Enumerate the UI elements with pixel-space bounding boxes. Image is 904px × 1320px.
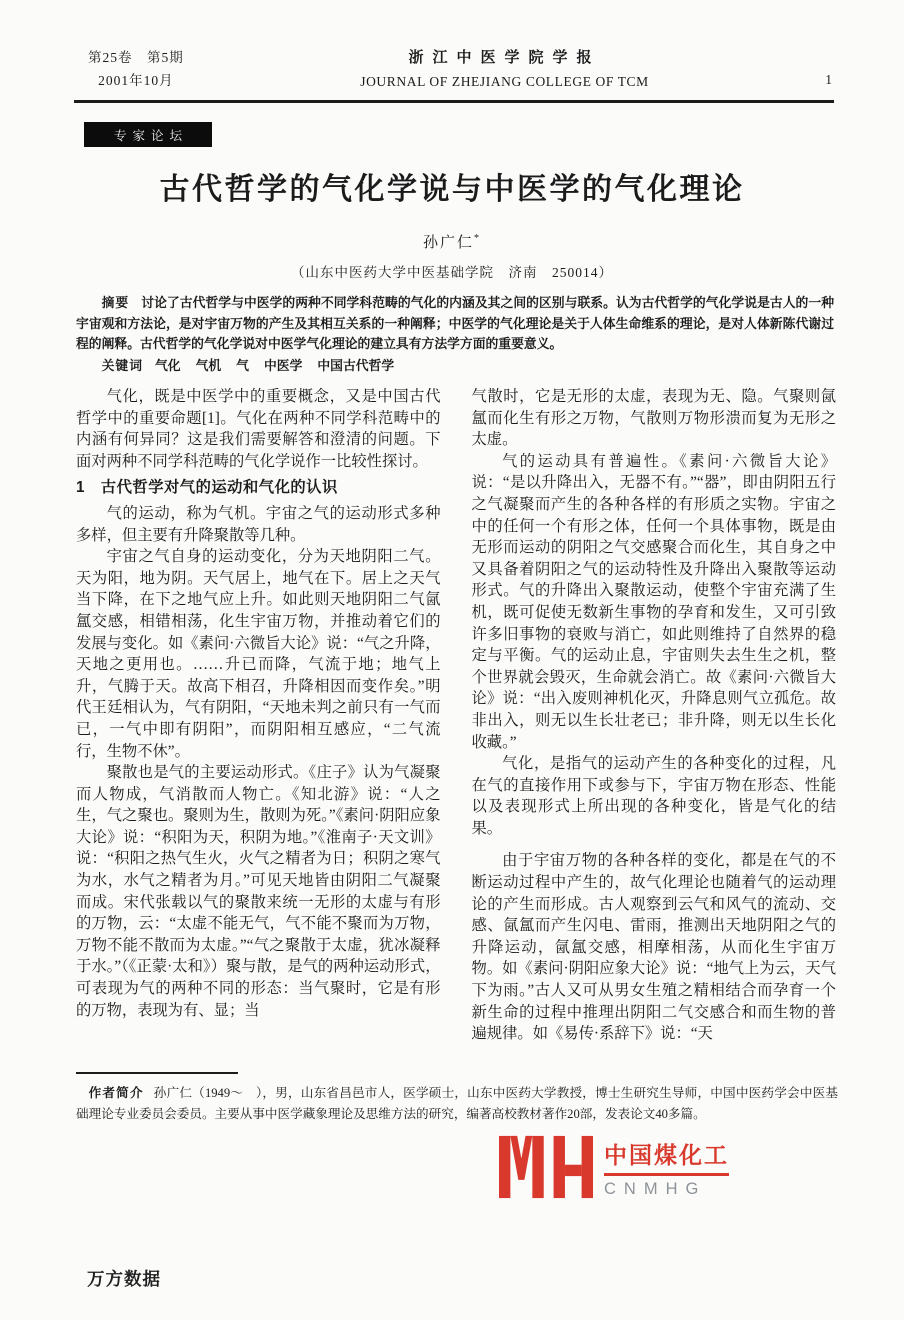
keyword: 气机 [195,357,222,373]
author-bio-label: 作者简介 [88,1086,144,1100]
wanfang-watermark: 万方数据 [87,1269,161,1289]
page-number: 1 [825,72,832,87]
cnmhg-watermark-text [604,1135,729,1199]
body-paragraph: 气散时，它是无形的太虚，表现为无、隐。气聚则氤氲而化生有形之万物，气散则万物形溃而复为无形之太虚。 [471,388,836,449]
body-paragraph: 聚散也是气的主要运动形式。《庄子》认为气凝聚而人物成，气消散而人物亡。《知北游》说：“人之生，气之聚也。聚则为生，散则为死。”《素问·阴阳应象大论》说：“积阳为天，积阴为地。”《淮南子·天文训》说：“积阳之热气生火，火气之精者为日；积阴之寒气为水，水气之精者为月。”可见天地皆由阴阳二气凝聚而成。宋代张载以气的聚散来统一无形的太虚与有形的万物，云：“太虚不能无气，气不能不聚而为万物，万物不能不散而为太虚。”“气之聚散于太虚，犹冰凝释于水。”（《正蒙·太和》）聚与散，是气的两种运动形式，可表现为气的两种不同的形态：当气聚时，它是有形的万物，表现为有、显；当 [76,764,441,1019]
author-name: 孙广仁 [422,235,474,251]
footnote-rule [76,1072,238,1074]
abstract-block [76,293,834,376]
body-paragraph: 气化，既是中医学中的重要概念，又是中国古代哲学中的重要命题[1]。气化在两种不同学科范畴中的内涵有何异同？这是我们需要解答和澄清的问题。下面对两种不同学科范畴的气化学说作一比较性探讨。 [76,388,441,470]
abstract-label: 摘要 [101,295,130,310]
article-body [76,386,836,1045]
affiliation: （山东中医药大学中医基础学院 济南 250014） [291,265,613,280]
volume-issue: 第25卷 第5期 [88,50,184,65]
author-bio-text: 孙广仁（1949～ ），男，山东省昌邑市人，医学硕士，山东中医药大学教授，博士生研究生导师，中国中医药学会中医基础理论专业委员会委员。主要从事中医学藏象理论及思维方法的研究，编著高校教材著作20部，发表论文40多篇。 [76,1086,839,1121]
section-heading-1: 1 古代哲学对气的运动和气化的认识 [76,479,338,497]
cnmhg-en-text: CNMHG [604,1180,707,1198]
left-column [76,386,441,1045]
abstract-paragraph [76,293,834,355]
abstract-text: 讨论了古代哲学与中医学的两种不同学科范畴的气化的内涵及其之间的区别与联系。认为古代哲学的气化学说是古人的一种宇宙观和方法论，是对宇宙万物的产生及其相互关系的一种阐释；中医学的气化理论是关于人体生命维系的理论，是对人体新陈代谢过程的阐释。古代哲学的气化学说对中医学气化理论的建立具有方法学方面的重要意义。 [76,295,835,351]
article-title: 古代哲学的气化学说与中医学的气化理论 [159,173,745,206]
author-bio [76,1083,838,1124]
header-rule [74,100,834,103]
footnote-area [76,1072,838,1124]
keyword: 气 [236,357,249,373]
keyword: 中医学 [263,357,303,373]
keywords-line [76,356,834,377]
right-column [472,386,837,1045]
body-paragraph: 由于宇宙万物的各种各样的变化，都是在气的不断运动过程中产生的，故气化理论也随着气的运动理论的产生而形成。古人观察到云气和风气的流动、交感、氤氲而产生闪电、雷雨，推测出天地阴阳之气的升降运动，氤氲交感，相摩相荡，从而化生宇宙万物。如《素问·阴阳应象大论》说：“地气上为云，天气下为雨。”古人又可从男女生殖之精相结合而孕育一个新生命的过程中推理出阴阳二气交感合和而生物的普遍规律。如《易传·系辞下》说：“天 [471,852,836,1043]
column-badge: 专家论坛 [84,122,212,147]
journal-name-en: JOURNAL OF ZHEJIANG COLLEGE OF TCM [360,74,649,89]
journal-header [88,46,832,92]
author-mark: * [474,233,481,244]
body-paragraph: 气的运动具有普遍性。《素问·六微旨大论》说：“是以升降出入，无器不有。”“器”，即由阴阳五行之气凝聚而产生的各种各样的有形质之实物。宇宙之中的任何一个有形之体，任何一个具体事物，既是由无形而运动的阴阳之气交感聚合而化生，其自身之中又具备着阴阳之气的运动特性及升降出入聚散等运动形式。气的升降出入聚散运动，使整个宇宙充满了生机，既可促使无数新生事物的孕育和发生，又可引致许多旧事物的衰败与消亡，如此则维持了自然界的稳定与平衡。气的运动止息，宇宙则失去生生之机，整个世界就会毁灭，生命就会消亡。故《素问·六微旨大论》说：“出入废则神机化灭，升降息则气立孤危。故非出入，则无以生长壮老已；非升降，则无以生长化收藏。” [471,452,836,751]
journal-name [360,46,649,90]
keyword: 气化 [154,357,181,373]
body-paragraph: 气的运动，称为气机。宇宙之气的运动形式多种多样，但主要有升降聚散等几种。 [76,504,441,544]
journal-name-cn: 浙江中医学院学报 [408,50,601,66]
cnmhg-watermark [499,1135,729,1199]
body-paragraph: 宇宙之气自身的运动变化，分为天地阴阳二气。天为阳，地为阴。天气居上，地气在下。居上之天气当下降，在下之地气应上升。如此则天地阴阳二气氤氲交感，相错相荡，化生宇宙万物，并推动着它们的发展与变化。如《素问·六微旨大论》说：“气之升降，天地之更用也。……升已而降，气流于地；地气上升，气腾于天。故高下相召，升降相因而变作矣。”明代王廷相认为，气有阴阳，“天地未判之前只有一气而已，一气中即有阴阳”，而阴阳相互感应，“二气流行，生物不休”。 [76,548,441,760]
cnmhg-logo-icon [499,1135,593,1199]
keyword: 中国古代哲学 [317,357,395,373]
body-paragraph: 气化，是指气的运动产生的各种变化的过程，凡在气的直接作用下或参与下，宇宙万物在形态、性能以及表现形式上所出现的各种变化，皆是气化的结果。 [471,755,836,837]
issue-info [88,46,184,92]
keywords-label: 关键词 [101,357,143,373]
issue-date: 2001年10月 [98,73,174,88]
cnmhg-cn-text: 中国煤化工 [604,1137,729,1176]
author-line [0,231,904,252]
